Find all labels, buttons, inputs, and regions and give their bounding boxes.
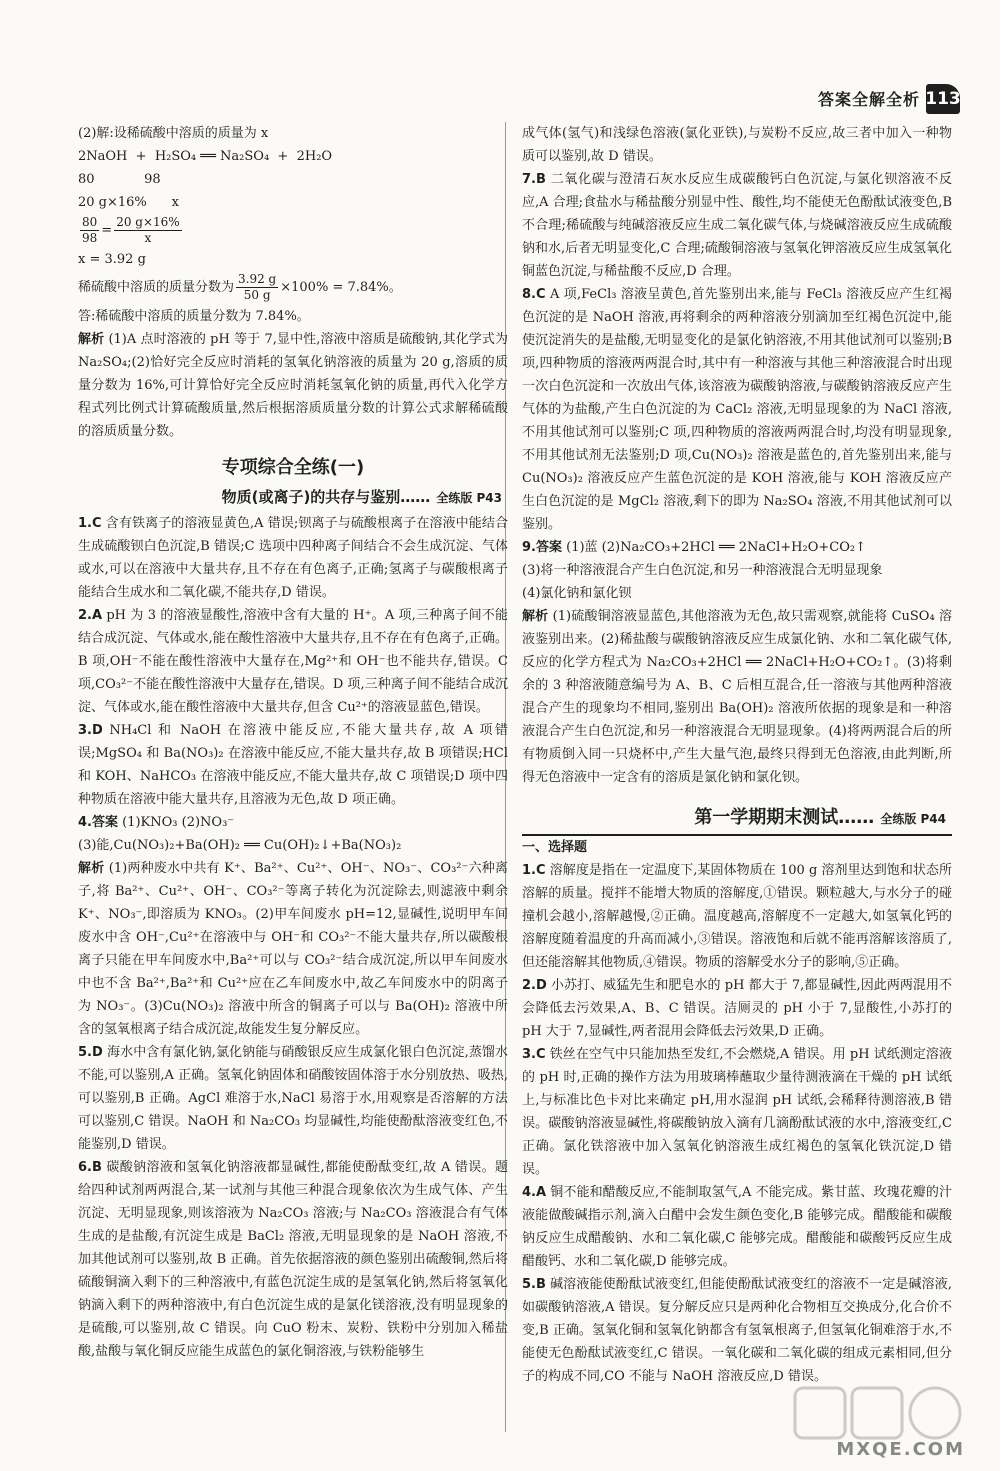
frac-b-top: 20 g×16% xyxy=(116,215,180,229)
answer-number: 解析 xyxy=(522,609,549,624)
subhead-choice: 一、选择题 xyxy=(522,840,588,855)
section-page-ref: 全练版 P43 xyxy=(436,491,502,505)
final-test-title: 第一学期期末测试…… xyxy=(694,807,875,828)
answer-number: 解析 xyxy=(78,861,105,876)
fraction-a xyxy=(80,215,99,246)
calc-percent-prefix: 稀硫酸中溶质的质量分数为 xyxy=(78,280,235,295)
calc-mass: 20 g×16% x xyxy=(78,195,179,210)
answer-text: pH 为 3 的溶液显酸性,溶液中含有大量的 H⁺。A 项,三种离子间不能结合成沉淀、气体或水,能在酸性溶液中大量共存,且不存在有色离子,正确。B 项,OH⁻不能在酸性溶液中大量存在,Mg²⁺和 OH⁻也不能共存,错误。C 项,CO₃²⁻不能在酸性溶液中大量存在,错误。D 项,三种离子间不能结合成沉淀、气体或水,能在酸性溶液中大量共存,但含 Cu²⁺的溶液显蓝色,错误。 xyxy=(78,608,508,715)
left-answer-list xyxy=(78,512,508,1363)
watermark-box-1 xyxy=(795,1388,845,1438)
frac-c-top: 3.92 g xyxy=(238,272,277,286)
equals-sign: = xyxy=(101,223,113,238)
answer-text: 含有铁离子的溶液显黄色,A 错误;钡离子与硫酸根离子在溶液中能结合生成硫酸钡白色沉淀,B 错误;C 选项中四种离子间结合不会生成沉淀、气体或水,可以在溶液中大量共存,且不存在有色离子,正确;氢离子与碳酸根离子能结合生成水和二氧化碳,不能共存,D 错误。 xyxy=(78,516,508,600)
answer-item xyxy=(78,811,508,834)
header-title: 答案全解全析 xyxy=(817,89,920,109)
answer-text: 铁丝在空气中只能加热至发红,不会燃烧,A 错误。用 pH 试纸测定溶液的 pH 时,正确的操作方法为用玻璃棒蘸取少量待测液滴在干燥的 pH 试纸上,与标准比色卡对比来确定 pH,用水湿润 pH 试纸,会稀释待测溶液,B 错误。碳酸钠溶液显碱性,将碳酸钠放入滴有几滴酚酞试液的水中,溶液变红,C 正确。氯化铁溶液中加入氢氧化钠溶液生成红褐色的氢氧化铁沉淀,D 错误。 xyxy=(522,1047,952,1177)
final-test-page-ref: 全练版 P44 xyxy=(880,812,946,826)
section-subtitle-text: 物质(或离子)的共存与鉴别…… xyxy=(221,488,431,506)
section-title-special: 专项综合全练(一) xyxy=(221,457,365,478)
answer-number: 4.A xyxy=(522,1185,547,1200)
left-column xyxy=(78,122,508,1363)
fraction-b xyxy=(114,215,182,246)
answer-text: (4)氯化钠和氯化钡 xyxy=(522,586,632,601)
answer-text: (3)能,Cu(NO₃)₂+Ba(OH)₂ ══ Cu(OH)₂↓+Ba(NO₃)₂ xyxy=(78,838,402,853)
answer-text: 碳酸钠溶液和氢氧化钠溶液都显碱性,都能使酚酞变红,故 A 错误。题给四种试剂两两混合,某一试剂与其他三种混合现象依次为生成气体、产生沉淀、无明显现象,则该溶液为 Na₂CO₃ 溶液;与 Na₂CO₃ 溶液混合有气体生成的是盐酸,有沉淀生成是 BaCl₂ 溶液,无明显现象的是 NaOH 溶液,不加其他试剂可以鉴别,故 B 正确。首先依据溶液的颜色鉴别出硫酸铜,然后将硫酸铜滴入剩下的三种溶液中,有蓝色沉淀生成的是氢氧化钠,然后将氢氧化钠滴入剩下的两种溶液中,有白色沉淀生成的是氯化镁溶液,没有明显现象的是硫酸,可以鉴别,故 C 错误。向 CuO 粉末、炭粉、铁粉中分别加入稀盐酸,盐酸与氧化铜反应能生成蓝色的氯化铜溶液,与铁粉能够生 xyxy=(78,1160,508,1359)
calc-molar-mass: 80 98 xyxy=(78,172,161,187)
right-column xyxy=(522,122,952,1388)
answer-item xyxy=(78,857,508,1041)
frac-b-bot: x xyxy=(144,231,152,245)
answer-item xyxy=(522,1181,952,1273)
answer-text: NH₄Cl 和 NaOH 在溶液中能反应,不能大量共存,故 A 项错误;MgSO₄ 和 Ba(NO₃)₂ 在溶液中能反应,不能大量共存,故 B 项错误;HCl 和 KOH、NaHCO₃ 在溶液中能反应,不能大量共存,故 C 项错误;D 项中四种物质在溶液中能大量共存,且溶液为无色,故 D 项正确。 xyxy=(78,723,508,807)
calc-proportion xyxy=(78,214,508,248)
answer-text: 二氧化碳与澄清石灰水反应生成碳酸钙白色沉淀,与氯化钡溶液不反应,A 合理;食盐水与稀盐酸分别显中性、酸性,均不能使无色酚酞试液变色,B 不合理;稀硫酸与纯碱溶液反应生成二氧化碳气体,与烧碱溶液反应生成硫酸钠和水,后者无明显变化,C 合理;硫酸铜溶液与氢氧化钾溶液反应生成氢氧化铜蓝色沉淀,与稀盐酸不反应,D 合理。 xyxy=(522,172,952,279)
answer-number: 7.B xyxy=(522,172,546,187)
answer-text: 小苏打、威猛先生和肥皂水的 pH 都大于 7,都显碱性,因此两两混用不会降低去污效果,A、B、C 错误。洁厕灵的 pH 小于 7,显酸性,小苏打的 pH 大于 7,显碱性,两者混用会降低去污效果,D 正确。 xyxy=(522,978,952,1039)
answer-item xyxy=(522,559,952,582)
calc-result: x = 3.92 g xyxy=(78,252,146,267)
page-number: 113 xyxy=(926,84,960,114)
answer-text: 溶解度是指在一定温度下,某固体物质在 100 g 溶剂里达到饱和状态所溶解的质量。搅拌不能增大物质的溶解度,①错误。颗粒越大,与水分子的碰撞机会越小,溶解越慢,②正确。温度越高,溶解度不一定越大,如氢氧化钙的溶解度随着温度的升高而减小,③错误。溶液饱和后就不能再溶解该溶质了,但还能溶解其他物质,④错误。物质的溶解受水分子的影响,⑤正确。 xyxy=(522,863,952,970)
section-title-final-test xyxy=(522,803,952,836)
answer-item xyxy=(522,1043,952,1181)
analysis-text: (1)A 点时溶液的 pH 等于 7,显中性,溶液中溶质是硫酸钠,其化学式为 Na₂SO₄;(2)恰好完全反应时消耗的氢氧化钠溶液的质量为 20 g,溶质的质量分数为 16%,可计算恰好完全反应时消耗氢氧化钠的质量,再代入化学方程式列比例式计算硫酸质量,然后根据溶质质量分数的计算公式求解稀硫酸的溶质质量分数。 xyxy=(78,332,508,439)
frac-c-bot: 50 g xyxy=(243,288,271,302)
calc-percent-suffix: ×100% = 7.84%。 xyxy=(280,280,402,295)
right-answer-list-b xyxy=(522,859,952,1388)
answer-number: 2.D xyxy=(522,978,547,993)
answer-item xyxy=(522,168,952,283)
answer-item xyxy=(522,974,952,1043)
answer-number: 9.答案 xyxy=(522,540,562,555)
section-subtitle xyxy=(78,483,508,512)
answer-item xyxy=(522,122,952,168)
answer-number: 4.答案 xyxy=(78,815,118,830)
frac-a-top: 80 xyxy=(82,215,98,229)
answer-item xyxy=(78,1041,508,1156)
answer-item xyxy=(78,834,508,857)
frac-a-bot: 98 xyxy=(82,231,98,245)
answer-number: 8.C xyxy=(522,287,546,302)
answer-number: 5.B xyxy=(522,1277,546,1292)
watermark-circle xyxy=(910,1388,960,1438)
answer-text: (1)蓝 (2)Na₂CO₃+2HCl ══ 2NaCl+H₂O+CO₂↑ xyxy=(566,540,866,555)
fraction-c xyxy=(236,272,278,303)
answer-item xyxy=(522,536,952,559)
watermark-box-2 xyxy=(852,1388,902,1438)
calc-percent xyxy=(78,271,508,305)
answer-number: 1.C xyxy=(78,516,102,531)
answer-item xyxy=(522,283,952,536)
answer-number: 1.C xyxy=(522,863,546,878)
answer-item xyxy=(78,1156,508,1363)
page-header xyxy=(818,82,960,116)
answer-item xyxy=(78,719,508,811)
answer-number: 3.C xyxy=(522,1047,546,1062)
calc-analysis xyxy=(78,328,508,443)
answer-item xyxy=(522,582,952,605)
answer-item xyxy=(78,512,508,604)
right-answer-list-a xyxy=(522,122,952,789)
answer-number: 3.D xyxy=(78,723,103,738)
analysis-label: 解析 xyxy=(78,332,105,347)
answer-number: 2.A xyxy=(78,608,103,623)
calc-answer: 答:稀硫酸中溶质的质量分数为 7.84%。 xyxy=(78,309,310,324)
answer-number: 6.B xyxy=(78,1160,102,1175)
answer-text: (1)两种废水中共有 K⁺、Ba²⁺、Cu²⁺、OH⁻、NO₃⁻、CO₃²⁻六种离子,将 Ba²⁺、Cu²⁺、OH⁻、CO₃²⁻等离子转化为沉淀除去,则滤液中剩余 K⁺、NO₃⁻,即溶质为 KNO₃。(2)甲车间废水 pH=12,显碱性,说明甲车间废水中含 OH⁻,Cu²⁺在溶液中与 OH⁻和 CO₃²⁻不能大量共存,所以碳酸根离子只能在甲车间废水中,Ba²⁺可以与 CO₃²⁻结合成沉淀,所以甲车间废水中也不含 Ba²⁺,Ba²⁺和 Cu²⁺应在乙车间废水中,故乙车间废水中的阴离子为 NO₃⁻。(3)Cu(NO₃)₂ 溶液中所含的铜离子可以与 Ba(OH)₂ 溶液中所含的氢氧根离子结合成沉淀,故能发生复分解反应。 xyxy=(78,861,508,1037)
answer-text: 铜不能和醋酸反应,不能制取氢气,A 不能完成。紫甘蓝、玫瑰花瓣的汁液能做酸碱指示剂,滴入白醋中会发生颜色变化,B 能够完成。醋酸能和碳酸钠反应生成醋酸钠、水和二氧化碳,C 能够完成。醋酸能和碳酸钙反应生成醋酸钙、水和二氧化碳,D 能够完成。 xyxy=(522,1185,952,1269)
answer-text: (3)将一种溶液混合产生白色沉淀,和另一种溶液混合无明显现象 xyxy=(522,563,883,578)
calc-line-1: (2)解:设稀硫酸中溶质的质量为 x xyxy=(78,126,269,141)
answer-text: 成气体(氢气)和浅绿色溶液(氯化亚铁),与炭粉不反应,故三者中加入一种物质可以鉴别,故 D 错误。 xyxy=(522,126,952,164)
watermark-text: MXQE.COM xyxy=(836,1439,965,1460)
answer-text: 海水中含有氯化钠,氯化钠能与硝酸银反应生成氯化银白色沉淀,蒸馏水不能,可以鉴别,A 正确。氢氧化钠固体和硝酸铵固体溶于水分别放热、吸热,可以鉴别,B 正确。AgCl 难溶于水,NaCl 易溶于水,用观察是否溶解的方法可以鉴别,C 错误。NaOH 和 Na₂CO₃ 均显碱性,均能使酚酞溶液变红色,不能鉴别,D 错误。 xyxy=(78,1045,509,1152)
answer-text: (1)硫酸铜溶液显蓝色,其他溶液为无色,故只需观察,就能将 CuSO₄ 溶液鉴别出来。(2)稀盐酸与碳酸钠溶液反应生成氯化钠、水和二氧化碳气体,反应的化学方程式为 Na₂CO₃+2HCl ══ 2NaCl+H₂O+CO₂↑。(3)将剩余的 3 种溶液随意编号为 A、B、C 后相互混合,任一溶液与其他两种溶液混合产生的现象均不相同,鉴别出 Ba(OH)₂ 溶液所依据的现象是和一种溶液混合产生白色沉淀,和另一种溶液混合无明显现象。(4)将两两混合后的所有物质倒入同一只烧杯中,产生大量气泡,最终只得到无色溶液,由此判断,所得无色溶液中一定含有的溶质是氯化钠和氯化钡。 xyxy=(522,609,952,785)
calc-equation: 2NaOH + H₂SO₄ ══ Na₂SO₄ + 2H₂O xyxy=(78,149,333,164)
answer-item xyxy=(522,605,952,789)
answer-item xyxy=(522,1273,952,1388)
answer-text: 碱溶液能使酚酞试液变红,但能使酚酞试液变红的溶液不一定是碱溶液,如碳酸钠溶液,A 错误。复分解反应只是两种化合物相互交换成分,化合价不变,B 正确。氢氧化铜和氢氧化钠都含有氢氧根离子,但氢氧化铜难溶于水,不能使无色酚酞试液变红,C 错误。一氧化碳和二氧化碳的组成元素相同,但分子的构成不同,CO 不能与 NaOH 溶液反应,D 错误。 xyxy=(522,1277,952,1384)
answer-item xyxy=(522,859,952,974)
answer-item xyxy=(78,604,508,719)
answer-text: (1)KNO₃ (2)NO₃⁻ xyxy=(122,815,235,830)
answer-number: 5.D xyxy=(78,1045,103,1060)
answer-text: A 项,FeCl₃ 溶液呈黄色,首先鉴别出来,能与 FeCl₃ 溶液反应产生红褐色沉淀的是 NaOH 溶液,再将剩余的两种溶液分别滴加至红褐色沉淀中,能使沉淀消失的是盐酸,无明显变化的是氯化钠溶液,不用其他试剂可以鉴别;B 项,四种物质的溶液两两混合时,其中有一种溶液与其他三种溶液混合时出现一次白色沉淀和一次放出气体,该溶液为碳酸钠溶液,与碳酸钠溶液反应产生气体的为盐酸,产生白色沉淀的为 CaCl₂ 溶液,无明显现象的为 NaCl 溶液,不用其他试剂可以鉴别;C 项,四种物质的溶液两两混合时,均没有明显现象,不用其他试剂无法鉴别;D 项,Cu(NO₃)₂ 溶液是蓝色的,首先鉴别出来,能与 Cu(NO₃)₂ 溶液反应产生蓝色沉淀的是 KOH 溶液,能与 KOH 溶液反应产生白色沉淀的是 MgCl₂ 溶液,剩下的即为 Na₂SO₄ 溶液,不用其他试剂可以鉴别。 xyxy=(522,287,953,532)
